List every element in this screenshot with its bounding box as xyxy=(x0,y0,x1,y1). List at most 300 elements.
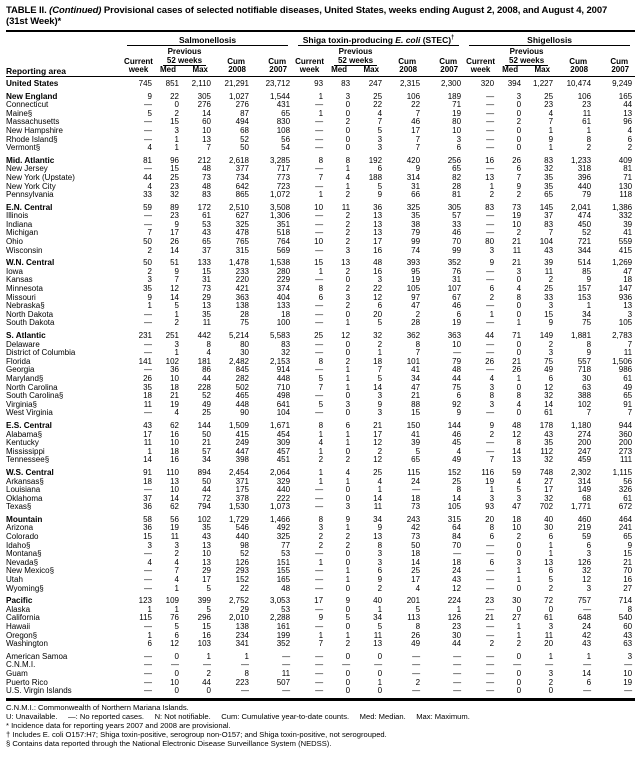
value-cell: 102 xyxy=(165,357,179,366)
value-cell: 52 xyxy=(240,550,249,559)
value-cell: 22 xyxy=(240,584,249,593)
value-cell: — xyxy=(241,687,249,696)
value-cell: 79 xyxy=(452,357,462,366)
value-cell: 59 xyxy=(512,467,522,477)
reporting-area-cell: Utah xyxy=(6,576,23,585)
value-cell: 0 xyxy=(345,550,351,559)
value-cell: 2,041 xyxy=(571,202,592,212)
cum-2007-label: 2007 xyxy=(594,66,635,76)
value-cell: 84 xyxy=(452,533,462,542)
value-cell: 8 xyxy=(415,340,421,349)
reporting-area-cell: Missouri xyxy=(6,293,36,302)
value-cell: 133 xyxy=(276,302,291,311)
value-cell: 38 xyxy=(411,220,421,229)
value-cell: 36 xyxy=(143,524,152,533)
value-cell: — xyxy=(486,135,495,144)
value-cell: 17 xyxy=(170,229,179,238)
table-row xyxy=(6,409,635,418)
value-cell: 20 xyxy=(485,514,495,524)
value-cell: — xyxy=(144,576,152,585)
value-cell: — xyxy=(144,678,152,687)
value-cell: — xyxy=(315,366,324,375)
value-cell: 4 xyxy=(147,182,152,191)
value-cell: 192 xyxy=(368,155,383,165)
value-cell: 2,752 xyxy=(228,596,249,606)
value-cell: 745 xyxy=(138,78,152,88)
value-cell: 404 xyxy=(276,293,291,302)
value-cell: 431 xyxy=(276,101,291,110)
value-cell: 46 xyxy=(452,430,462,439)
value-cell: 15 xyxy=(143,533,152,542)
value-cell: 0 xyxy=(516,584,522,593)
value-cell: 13 xyxy=(341,258,351,268)
value-cell: 1,227 xyxy=(533,78,554,88)
value-cell: 7 xyxy=(627,340,633,349)
value-cell: — xyxy=(315,276,324,285)
value-cell: 514 xyxy=(577,258,592,268)
value-cell: 47 xyxy=(623,267,633,276)
table-row xyxy=(6,661,635,670)
value-cell: 0 xyxy=(345,310,351,319)
value-cell: 8 xyxy=(516,392,522,401)
reporting-area-cell: Arizona xyxy=(6,524,34,533)
value-cell: 26 xyxy=(512,366,522,375)
value-cell: 50 xyxy=(240,144,249,153)
value-cell: 9 xyxy=(377,524,383,533)
value-cell: 2 xyxy=(147,267,152,276)
value-cell: 10 xyxy=(623,669,633,678)
value-cell: 415 xyxy=(618,246,633,255)
value-cell: 6 xyxy=(586,541,592,550)
value-cell: 0 xyxy=(345,101,351,110)
value-cell: 399 xyxy=(197,596,211,606)
footnote-line: § Contains data reported through the National Electronic Disease Surveillance System (NEDSS). xyxy=(6,738,332,748)
value-cell: 5 xyxy=(377,126,383,135)
value-cell: 494 xyxy=(235,118,249,127)
value-cell: 0 xyxy=(516,669,522,678)
value-cell: 81 xyxy=(143,155,152,165)
value-cell: — xyxy=(486,550,495,559)
value-cell: 19 xyxy=(512,212,522,221)
table-row xyxy=(6,439,635,448)
reporting-area-cell: Arkansas§ xyxy=(6,477,44,486)
value-cell: 460 xyxy=(577,514,592,524)
reporting-area-cell: Alaska xyxy=(6,605,31,614)
value-cell: — xyxy=(315,567,324,576)
value-cell: 0 xyxy=(548,687,554,696)
value-cell: 1 xyxy=(318,430,324,439)
value-cell: 36 xyxy=(170,366,179,375)
reporting-area-cell: Washington xyxy=(6,640,48,649)
value-cell: — xyxy=(315,144,324,153)
cum-2008-label: 2008 xyxy=(214,66,252,76)
value-cell: 32 xyxy=(544,494,554,503)
value-cell: — xyxy=(315,246,324,255)
value-cell: 0 xyxy=(345,584,351,593)
value-cell: 420 xyxy=(406,155,421,165)
value-cell: 10 xyxy=(452,340,462,349)
table-row xyxy=(6,384,635,393)
value-cell: 25 xyxy=(202,409,211,418)
reporting-area-cell: Nevada§ xyxy=(6,558,39,567)
value-cell: 25 xyxy=(544,285,554,294)
value-cell: 138 xyxy=(235,623,249,632)
value-cell: 89 xyxy=(170,202,179,212)
value-cell: 3 xyxy=(147,541,152,550)
reporting-area-cell: Idaho§ xyxy=(6,541,31,550)
value-cell: 3 xyxy=(456,135,462,144)
weeks52-label: 52 weeks xyxy=(326,57,385,67)
value-cell: 61 xyxy=(544,614,554,623)
reporting-area-cell: Pennsylvania xyxy=(6,191,54,200)
reporting-area-cell: Louisiana xyxy=(6,486,41,495)
value-cell: 2 xyxy=(415,310,421,319)
value-cell: 0 xyxy=(377,669,383,678)
value-cell: 144 xyxy=(447,420,462,430)
value-cell: 47 xyxy=(411,383,421,392)
value-cell: — xyxy=(315,576,324,585)
value-cell: 314 xyxy=(406,173,421,182)
reporting-area-cell: Colorado xyxy=(6,533,39,542)
value-cell: 20 xyxy=(373,310,383,319)
cum-label: Cum xyxy=(569,56,588,66)
value-cell: 329 xyxy=(276,477,291,486)
value-cell: 3 xyxy=(516,267,522,276)
value-cell: 106 xyxy=(577,91,592,101)
value-cell: — xyxy=(315,392,324,401)
value-cell: 4 xyxy=(147,144,152,153)
value-cell: 15 xyxy=(411,409,421,418)
value-cell: — xyxy=(453,687,462,696)
value-cell: 11 xyxy=(582,109,592,118)
value-cell: — xyxy=(144,623,152,632)
value-cell: — xyxy=(486,101,495,110)
value-cell: 351 xyxy=(276,220,291,229)
table-row xyxy=(6,632,635,641)
value-cell: 7 xyxy=(318,383,324,392)
table-bottom-rule xyxy=(6,698,635,701)
value-cell: 1 xyxy=(318,191,324,200)
value-cell: 2 xyxy=(147,246,152,255)
value-cell: 894 xyxy=(197,467,211,477)
cum-2007-label: 2007 xyxy=(423,66,464,76)
value-cell: 16 xyxy=(485,155,495,165)
value-cell: 50 xyxy=(202,477,211,486)
value-cell: 115 xyxy=(139,614,152,623)
value-cell: 8 xyxy=(489,392,495,401)
table-row xyxy=(6,191,635,200)
value-cell: 130 xyxy=(618,182,633,191)
value-cell: 1 xyxy=(345,182,351,191)
value-cell: 0 xyxy=(345,276,351,285)
value-cell: — xyxy=(315,302,324,311)
value-cell: 0 xyxy=(516,541,522,550)
table-row xyxy=(6,247,635,256)
reporting-area-cell: Puerto Rico xyxy=(6,678,48,687)
value-cell: 9 xyxy=(516,182,522,191)
value-cell: 17 xyxy=(373,238,383,247)
value-cell: 32 xyxy=(544,456,554,465)
value-cell: 4 xyxy=(377,477,383,486)
value-cell: 56 xyxy=(623,477,633,486)
value-cell: 4 xyxy=(456,447,462,456)
value-cell: 1 xyxy=(318,109,324,118)
value-cell: 11 xyxy=(341,202,351,212)
value-cell: 2 xyxy=(548,340,554,349)
value-cell: 2 xyxy=(318,456,324,465)
value-cell: 0 xyxy=(174,651,179,661)
value-cell: 9 xyxy=(345,596,351,606)
value-cell: 6 xyxy=(377,165,383,174)
value-cell: — xyxy=(486,229,495,238)
value-cell: 8 xyxy=(318,514,324,524)
table-row xyxy=(6,276,635,285)
value-cell: 6 xyxy=(548,374,554,383)
value-cell: 26 xyxy=(411,631,421,640)
value-cell: 5 xyxy=(345,614,351,623)
table-row xyxy=(6,89,635,102)
value-cell: 100 xyxy=(276,319,291,328)
value-cell: 4 xyxy=(548,109,554,118)
value-cell: 48 xyxy=(202,165,211,174)
value-cell: — xyxy=(342,661,351,670)
value-cell: 83 xyxy=(202,191,211,200)
table-row xyxy=(6,110,635,119)
value-cell: 21,291 xyxy=(224,78,249,88)
value-cell: 19 xyxy=(170,524,179,533)
value-cell: 7 xyxy=(548,229,554,238)
value-cell: 29 xyxy=(202,293,211,302)
table-row xyxy=(6,341,635,350)
value-cell: 3 xyxy=(548,669,554,678)
value-cell: — xyxy=(144,651,152,661)
reporting-area-cell: Guam xyxy=(6,669,28,678)
value-cell: — xyxy=(144,310,152,319)
value-cell: 23 xyxy=(544,101,554,110)
reporting-area-cell: W.S. Central xyxy=(6,467,54,477)
value-cell: 48 xyxy=(202,182,211,191)
value-cell: 220 xyxy=(235,276,249,285)
value-cell: — xyxy=(412,669,421,678)
value-cell: 1 xyxy=(345,383,351,392)
value-cell: 3 xyxy=(627,651,633,661)
value-cell: 80 xyxy=(240,340,249,349)
value-cell: 65 xyxy=(452,165,462,174)
value-cell: 1 xyxy=(516,631,522,640)
current-label: Current xyxy=(295,56,324,66)
value-cell: — xyxy=(412,661,421,670)
value-cell: 13 xyxy=(373,640,383,649)
table-row xyxy=(6,670,635,679)
value-cell: 61 xyxy=(623,494,633,503)
value-cell: 6 xyxy=(489,558,495,567)
reporting-area-cell: Iowa xyxy=(6,267,23,276)
value-cell: 2,618 xyxy=(228,155,249,165)
value-cell: 4 xyxy=(345,173,351,182)
value-cell: 116 xyxy=(481,467,495,477)
value-cell: 99 xyxy=(452,246,462,255)
reporting-area-cell: District of Columbia xyxy=(6,349,76,358)
value-cell: 17 xyxy=(314,596,324,606)
value-cell: 17 xyxy=(143,430,152,439)
value-cell: 2 xyxy=(516,191,522,200)
value-cell: 152 xyxy=(447,467,462,477)
value-cell: 1,478 xyxy=(228,258,249,268)
value-cell: 394 xyxy=(507,78,522,88)
value-cell: 2 xyxy=(516,229,522,238)
value-cell: 21 xyxy=(373,420,383,430)
value-cell: 7 xyxy=(415,349,421,358)
value-cell: 228 xyxy=(197,383,211,392)
value-cell: 1,509 xyxy=(228,420,249,430)
value-cell: 49 xyxy=(452,456,462,465)
value-cell: 1 xyxy=(318,267,324,276)
value-cell: 21 xyxy=(623,558,633,567)
value-cell: 113 xyxy=(407,614,421,623)
value-cell: 4 xyxy=(627,126,633,135)
value-cell: 2 xyxy=(345,285,351,294)
value-cell: 47 xyxy=(512,503,522,512)
value-cell: 4 xyxy=(345,467,351,477)
value-cell: 44 xyxy=(143,173,152,182)
table-row xyxy=(6,221,635,230)
value-cell: 374 xyxy=(276,285,291,294)
value-cell: 1,180 xyxy=(571,420,592,430)
value-cell: 1,386 xyxy=(612,202,633,212)
value-cell: 256 xyxy=(447,155,462,165)
value-cell: 47 xyxy=(411,302,421,311)
value-cell: 46 xyxy=(452,302,462,311)
table-row xyxy=(6,392,635,401)
value-cell: 11 xyxy=(281,669,291,678)
value-cell: 43 xyxy=(582,640,592,649)
value-cell: 35 xyxy=(143,383,152,392)
value-cell: 280 xyxy=(276,267,291,276)
value-cell: 34 xyxy=(373,514,383,524)
value-cell: — xyxy=(486,605,495,614)
cum-2007-label: 2007 xyxy=(252,66,293,76)
value-cell: 39 xyxy=(411,439,421,448)
value-cell: 3 xyxy=(377,558,383,567)
value-cell: 1 xyxy=(586,126,592,135)
value-cell: 75 xyxy=(544,357,554,366)
value-cell: 35 xyxy=(544,439,554,448)
value-cell: 1 xyxy=(345,319,351,328)
value-cell: 502 xyxy=(235,383,249,392)
value-cell: 5,214 xyxy=(228,331,249,341)
value-cell: 5 xyxy=(147,109,152,118)
value-cell: 1,269 xyxy=(612,258,633,268)
table-row xyxy=(6,503,635,512)
value-cell: 6 xyxy=(377,567,383,576)
table-row xyxy=(6,623,635,632)
value-cell: 44 xyxy=(485,331,495,341)
value-cell: 3 xyxy=(345,293,351,302)
value-cell: 28 xyxy=(452,182,462,191)
value-cell: — xyxy=(486,623,495,632)
value-cell: 88 xyxy=(411,400,421,409)
value-cell: 61 xyxy=(582,118,592,127)
value-cell: 3 xyxy=(377,135,383,144)
value-cell: — xyxy=(315,584,324,593)
table-row xyxy=(6,328,635,341)
value-cell: 765 xyxy=(235,238,249,247)
value-cell: 123 xyxy=(138,596,152,606)
reporting-area-cell: Tennessee§ xyxy=(6,456,50,465)
week-label: week xyxy=(122,66,155,76)
value-cell: 30 xyxy=(544,524,554,533)
value-cell: 112 xyxy=(540,447,554,456)
value-cell: 363 xyxy=(235,293,249,302)
value-cell: 12 xyxy=(373,293,383,302)
value-cell: 3 xyxy=(489,246,495,255)
value-cell: 24 xyxy=(582,623,592,632)
table-row xyxy=(6,687,635,696)
value-cell: 141 xyxy=(138,357,152,366)
value-cell: 59 xyxy=(582,533,592,542)
value-cell: 672 xyxy=(618,503,633,512)
value-cell: 98 xyxy=(240,541,249,550)
value-cell: 83 xyxy=(281,340,291,349)
value-cell: 2 xyxy=(345,533,351,542)
value-cell: 1 xyxy=(345,165,351,174)
value-cell: 0 xyxy=(516,340,522,349)
value-cell: 4 xyxy=(174,409,179,418)
value-cell: 1,115 xyxy=(612,467,633,477)
value-cell: 3 xyxy=(548,302,554,311)
value-cell: 43 xyxy=(544,246,554,255)
value-cell: 2,510 xyxy=(228,202,249,212)
value-cell: — xyxy=(144,319,152,328)
value-cell: 1 xyxy=(174,310,179,319)
value-cell: 104 xyxy=(276,409,291,418)
value-cell: 0 xyxy=(174,101,179,110)
table-body xyxy=(6,76,635,695)
value-cell: 7 xyxy=(586,409,592,418)
value-cell: 10 xyxy=(170,374,179,383)
reporting-area-cell: Texas§ xyxy=(6,503,32,512)
value-cell: 77 xyxy=(281,541,291,550)
value-cell: 1 xyxy=(377,349,383,358)
value-cell: — xyxy=(315,212,324,221)
value-cell: 11 xyxy=(544,267,554,276)
value-cell: 315 xyxy=(447,514,462,524)
value-cell: 450 xyxy=(577,220,592,229)
value-cell: 11 xyxy=(544,631,554,640)
value-cell: 2 xyxy=(548,584,554,593)
title-week: (31st Week)* xyxy=(6,16,62,28)
value-cell: 1 xyxy=(489,486,495,495)
value-cell: 9 xyxy=(377,576,383,585)
value-cell: 845 xyxy=(235,366,249,375)
value-cell: 363 xyxy=(447,331,462,341)
value-cell: 2 xyxy=(516,640,522,649)
value-cell: 200 xyxy=(577,439,592,448)
value-cell: 57 xyxy=(202,447,211,456)
value-cell: 1,466 xyxy=(270,514,291,524)
value-cell: 721 xyxy=(577,238,592,247)
value-cell: 11 xyxy=(373,631,383,640)
value-cell: 79 xyxy=(411,229,421,238)
value-cell: 0 xyxy=(345,340,351,349)
table-row xyxy=(6,238,635,247)
value-cell: 440 xyxy=(276,486,291,495)
cum-label: Cum xyxy=(227,56,245,66)
value-cell: 16 xyxy=(202,631,211,640)
value-cell: 1,530 xyxy=(228,503,249,512)
value-cell: 1,544 xyxy=(270,91,291,101)
value-cell: 5 xyxy=(318,374,324,383)
